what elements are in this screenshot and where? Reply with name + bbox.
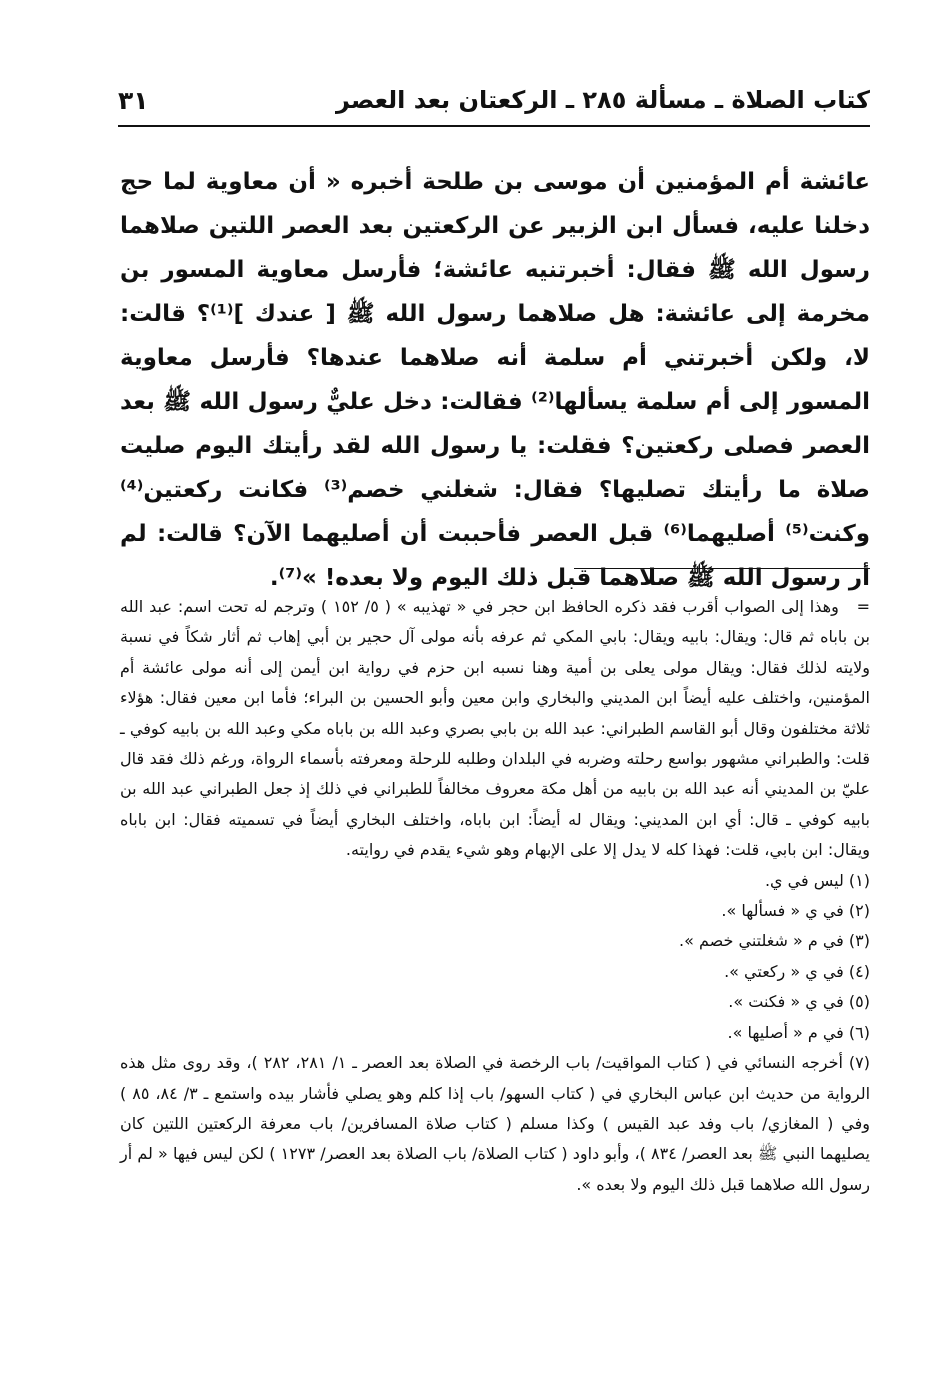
page-number: ٣١ [118, 86, 149, 115]
footnote-continuation [120, 592, 870, 866]
chapter-title: كتاب الصلاة ـ مسألة ٢٨٥ ـ الركعتان بعد العصر [336, 86, 870, 114]
running-header [118, 86, 870, 120]
continuation-mark: = [856, 597, 871, 616]
footnote-5: (٥) في ي « فكنت ». [728, 992, 870, 1012]
main-body [120, 160, 870, 600]
footnote-4: (٤) في ي « ركعتي ». [724, 961, 870, 981]
header-divider [118, 125, 870, 127]
main-paragraph: عائشة أم المؤمنين أن موسى بن طلحة أخبره « أن معاوية لما حج دخلنا عليه، فسأل ابن الزبير عن الركعتين بعد العصر اللتين صلاهما رسول الله ﷺ فقال: أخبرتنيه عائشة؛ فأرسل معاوية المسور بن مخرمة إلى عائشة: هل صلاهما رسول الله ﷺ [ عندك ]⁽¹⁾؟ قالت: لا، ولكن أخبرتني أم سلمة أنه صلاهما عندها؟ فأرسل معاوية المسور إلى أم سلمة يسألها⁽²⁾ فقالت: دخل عليٌّ رسول الله ﷺ بعد العصر فصلى ركعتين؟ فقلت: يا رسول الله لقد رأيتك اليوم صليت صلاة ما رأيتك تصليها؟ فقال: شغلني خصم⁽³⁾ فكانت ركعتين⁽⁴⁾ وكنت⁽⁵⁾ أصليهما⁽⁶⁾ قبل العصر فأحببت أن أصليهما الآن؟ قالت: لم أر رسول الله ﷺ صلاهما قبل ذلك اليوم ولا بعده! »⁽⁷⁾. [120, 169, 870, 591]
footnote-continuation-text: وهذا إلى الصواب أقرب فقد ذكره الحافظ ابن حجر في « تهذيبه » ( ٥/ ١٥٢ ) وترجم له تحت اسم: عبد الله بن باباه ثم قال: ويقال: بابيه ويقال: بابي المكي ثم عرفه بأنه مولى آل حجير بن أبي إهاب ثم أثار شكاً في نسبة ولايته لذلك فقال: ويقال مولى يعلى بن أمية وهنا نسبه ابن حزم في رواية ابن أيمن إلى أنه مولى عائشة أم المؤمنين، واختلف عليه أيضاً ابن المديني والبخاري وابن معين وأبو الحسين بن البراء؛ فأما ابن معين فقال: هؤلاء ثلاثة مختلفون وقال أبو القاسم الطبراني: عبد الله بن بابي بصري وعبد الله بن باباه مكي وعبد الله بن بابيه كوفي ـ قلت: والطبراني مشهور بواسع رحلته وضربه في البلدان وطلبه للرحلة ومعرفته بأسماء الرواة، ورغم ذلك فقد قال عليّ بن المديني أنه عبد الله بن بابيه من أهل مكة معروف مخالفاً للطبراني في ذلك إذ جعل الطبراني عبد الله بن بابيه كوفي ـ قال: أي ابن المديني: ويقال له أيضاً: ابن باباه، واختلف البخاري أيضاً في تسميته فقال: ابن باباه ويقال: ابن بابي، قلت: فهذا كله لا يدل إلا على الإبهام وهو شيء يقدم في روايته. [120, 597, 870, 860]
footnote-divider [574, 568, 870, 569]
footnote-2: (٢) في ي « فسألها ». [721, 901, 870, 921]
footnote-3: (٣) في م « شغلتني خصم ». [679, 931, 870, 951]
footnote-7: (٧) أخرجه النسائي في ( كتاب المواقيت/ باب الرخصة في الصلاة بعد العصر ـ ١/ ٢٨١، ٢٨٢ )، وقد روى مثل هذه الرواية من حديث ابن عباس البخاري في ( كتاب السهو/ باب إذا كلم وهو يصلي فأشار بيده واستمع ـ ٣/ ٨٤، ٨٥ ) وفي ( المغازي/ باب وفد عبد القيس ) وكذا مسلم ( كتاب صلاة المسافرين/ باب معرفة الركعتين اللتين كان يصليهما النبي ﷺ بعد العصر/ ٨٣٤ )، وأبو داود ( كتاب الصلاة/ باب الصلاة بعد العصر/ ١٢٧٣ ) لكن ليس فيها « لم أر رسول الله صلاهما قبل ذلك اليوم ولا بعده ». [120, 1053, 871, 1194]
footnote-6: (٦) في م « أصليها ». [727, 1022, 870, 1042]
footnote-1: (١) ليس في ي. [764, 870, 870, 890]
footnotes-section [120, 592, 870, 1200]
